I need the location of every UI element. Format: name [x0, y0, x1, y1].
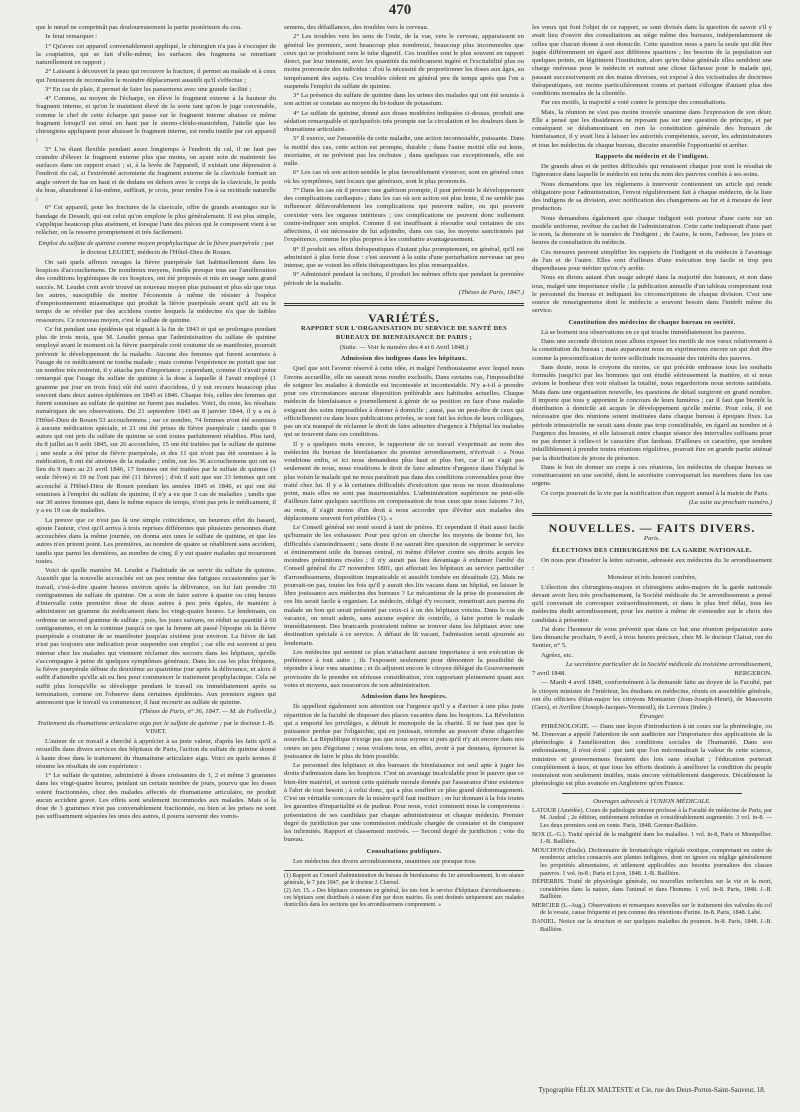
- column-3: [532, 24, 772, 1082]
- paragraph: Ce corps pourrait de la vie par la notification d'un rapport annuel à la mairie de Paris.: [541, 489, 769, 497]
- paragraph: De grands abus et de petites difficultés qui renaissent chaque jour sont le résultat de l'ignorance dans laquelle le médecin est tenu du nom des pauvres confiés à ses soins.: [532, 163, 772, 179]
- paragraph: On nous prie d'insérer la lettre suivante, adressée aux médecins du 3e arrondissement :: [532, 556, 772, 572]
- paragraph: Dans le but de donner un corps à ces réunions, les médecins de chaque bureau se constitueraient en une société, dont le secrétaire convoquerait les membres dans les cas urgens.: [532, 463, 772, 488]
- paragraph: Voici de quelle manière M. Leudet a l'habitude de se servir du sulfate de quinine. Aussitôt que la nouvelle accouchée est un peu remise des fatigues occasionnées par le travail, c'est-à-dire quatre heures environ après la délivrance, on lui fait prendre 30 centigrammes de sulfate de quinine. On a soin de faire suivre à quatre ou cinq heures d'intervalle cette première dose de deux autres à peu près égales, de manière à administrer un gramme du médicament dans les vingt-quatre heures. Le lendemain, on ordonne un second gramme de sulfate ; puis, les jours suivans, on réduit sa quantité à 60 centigrammes, et on la continue jusqu'à ce que la femme ait passé l'époque où la fièvre puerpérale a coutume de se manifester jusqu'au sixième jour environ. La fièvre de lait n'est pas toujours une indication pour suspendre son emploi ; car elle est souvent si peu intense chez les malades qui viennent réclamer des secours dans les hôpitaux, qu'elle s'accompagne à peine de quelques symptômes généraux. Dans les cas les plus fréquens, la fièvre puerpérale débute du deuxième au quatrième jour après la délivrance, et alors il suffit d'attendre qu'elle ait eu lieu pour commencer le traitement prophylactique. Cela ne suffit plus lorsqu'elle se développe pendant le travail ou immédiatement après sa terminaison, comme on l'observe dans certaines épidémies. Aux premiers signes qui annoncent que le travail va commencer, il faut recourir au sulfate de quinine.: [36, 567, 276, 706]
- letter-name: BERGERON.: [734, 670, 772, 677]
- paragraph: Là se bornent nos observations en ce qui touche immédiatement les pauvres.: [541, 328, 746, 336]
- paragraph: 9° Administré pendant la rechute, il produit les mêmes effets que pendant la première période de la maladie.: [284, 271, 524, 287]
- subheading: Constitution des médecins de chaque bureau en société.: [568, 318, 736, 326]
- list-item: 6° Cet appareil, pour les fractures de la clavicule, offre de grands avantages sur le bandage de Desault, qui est celui qu'on emploie le plus généralement. Il est plus simple, s'applique beaucoup plus aisément, et lorsque l'une des pièces qui le composent vient à se relâcher, on la resserre promptement et très facilement.: [36, 204, 276, 236]
- letter-date: 7 avril 1848.: [532, 670, 566, 677]
- list-item: DÉPIERRIS. Traité de physiologie générale, ou nouvelles recherches sur la vie et la mort, considérées dans la nature, dans l'animal et dans l'homme. 1 vol. in-8. Paris, 1848. J.-B. Baillière.: [532, 878, 772, 901]
- subheading: ÉLECTIONS DES CHIRURGIENS DE LA GARDE NATIONALE.: [552, 546, 752, 554]
- paragraph: Sans doute, nous le croyons du moins, ce qui précède embrasse tous les souhaits formulés jusqu'ici par les hommes qui ont étudié sérieusement la matière, et si nous avions le bonheur d'en voir réaliser la totalité, nous regarderions nous serions satisfaits. Mais dans une organisation nouvelle, les questions de détail surgiront en grand nombre. Il importe que tous y apportent le concours de leurs lumières ; car il faut que bientôt la distribution à domicile ait acquis le développement qu'elle mérite. Pour cela, il est nécessaire que des réunions soient instituées dans chaque bureau à époques fixes. La période trimestrielle ne serait sans doute pas trop considérable, en égard au nombre et à l'urgence des besoins, et elle laisserait entre chaque séance des intervalles suffisans pour ne pas donner à celles-ci le caractère d'un fardeau. D'ailleurs ce caractère, que tendent infailliblement à prendre toutes réunions régulières, pourrait être en grande partie atténué par la distribution de jetons de présence.: [532, 363, 772, 462]
- paragraph: Nous demandons que les réglemens à intervenir contiennent un article qui rende obligatoire pour l'administration, l'envoi régulièrement fait à chaque médecin, de la liste des indigens de sa division, avec notification des changemens au fur et à mesure de leur production.: [532, 180, 772, 213]
- list-item: 4° Comme, au moyen de l'écharpe, on élève le fragment externe à la hauteur du fragment interne, et qu'on le maintient élevé de la sorte tant qu'on le juge convenable, comme le chef de cette écharpe qui passe sur le fragment interne abaisse ce même fragment lorsqu'il est situé en haut par le sterno-cléido-mastoïdien, l'attelle que les chirurgiens appliquent pour abaisser le fragment interne, est rendu inutile par cet appareil ;: [36, 95, 276, 144]
- paragraph: 5° Il exerce, sur l'ensemble de cette maladie, une action incontestable, puissante. Dans la moitié des cas, cette action est prompte, durable ; dans l'autre moitié elle est lente, incertaine, et ne prévient pas les rechutes ; dans quelques cas exceptionnels, elle est nulle.: [284, 135, 524, 167]
- article-title-text: Traitement du rhumatisme articulaire aigu par le sulfate de quinine ;: [37, 719, 222, 727]
- list-item: 1° Qu'avec cet appareil convenablement appliqué, le chirurgien n'a pas à s'occuper de la coaptation, qui se fait d'elle-même, les surfaces des fragmens se remettant naturellement en rapport ;: [36, 42, 276, 66]
- list-item: MERCIER (L.-Aug.). Observations et remarques nouvelles sur le traitement des valvules du col de la vessie, cause fréquente et peu connue des rétentions d'urine. In-8. Paris, 1848. Labé.: [532, 901, 772, 917]
- paragraph: Les médecins des divers arrondissemens, unanimes sur presque tous: [293, 857, 476, 865]
- subheading: Rapports du médecin et de l'indigent.: [595, 152, 709, 160]
- column-1: [36, 24, 276, 1082]
- paragraph: 3° La présence du sulfate de quinine dans les urines des malades qui ont été soumis à son action se constate au moyen du bi-iodure de potassium.: [284, 92, 524, 108]
- paragraph: Nous demandons également que chaque indigent soit porteur d'une carte sur un modèle uniforme, revêtue du cachet de l'administration. Cette carte indiquerait d'une part le nom, la demeure et le numéro de l'indigent ; de l'autre, le nom, l'adresse, les jours et heures de consultation du médecin.: [532, 214, 772, 247]
- letter-salutation: Monsieur et très honoré confrère,: [607, 574, 697, 582]
- paragraph: 7° Dans les cas où il procure une guérison prompte, il peut prévenir le développement des complications cardiaques ; dans les cas où son action est plus lente, il ne semble pas influencer défavorablement les complications qui peuvent naître, ou qui peuvent coexister vers les organes intérieurs ; ces complications ne peuvent donc nullement contre-indiquer son emploi. Comme il est insuffisant à résoudre seul certaines de ces affections, il est nécessaire de lui adjoindre, dans ces cas, les moyens sanctionnés par l'expérience, comme les plus propres à les combattre avantageusement.: [284, 186, 524, 244]
- source-citation: (Thèses de Paris, n° 36, 1847. — M. de Folleville.): [139, 708, 276, 716]
- section-title: NOUVELLES. — FAITS DIVERS.: [548, 521, 756, 535]
- paragraph: L'élection des chirurgiens-majors et chirurgiens aides-majors de la garde nationale devant avoir lieu très prochainement, la Société médicale du 3e arrondissement a pensé qu'il convenait de convoquer extraordinairement, et dans le plus bref délai, tous les médecins dudit arrondissement, pour les mettre à même de s'entendre sur le choix des candidats à présenter.: [532, 583, 772, 624]
- subheading: Admission des indigens dans les hôpitaux.: [340, 355, 468, 362]
- book-list: [532, 807, 772, 934]
- letter-date-line: [532, 670, 772, 678]
- list-item: BOX (L.-G.). Traité spécial de la malignité dans les maladies. 1 vol. in-8, Paris et Montpellier. J.-B. Baillière.: [532, 830, 772, 846]
- page-number: 470: [388, 2, 412, 18]
- paragraph: Les médecins qui sentent ce plan n'attachent aucune importance à son exécution de préférence à tout autre ; ils l'exposent seulement pour démontrer la possibilité de répondre à leur vœu unanime ; et ils adjurent encore le citoyen délégué du Gouvernement provisoire de le prendre en sérieuse considération, s'en rapportant pleinement quant aux voies et moyens, aux ressources de son administration.: [284, 648, 524, 689]
- paragraph: Le Conseil général est resté sourd à tant de prières. Et cependant il était aussi facile qu'humain de les exhausser. Pour peu qu'on en cherche les moyens de bonne foi, les difficultés s'amoindrissent ; sans doute il ne saurait être question de supprimer le service si éminemment utile du bureau central, ni même d'élever contre ses droits acquis les moindres prétentions rivales ; il n'y aurait pas lieu davantage à exhumer l'arrêté du Conseil général du 27 novembre 1801, qui affectait les hôpitaux au service particulier d'arrondissemens, disposition impraticable et aussitôt tombée en désuétude (2). Mais ne pourrait-on pas, toutes les fois qu'il y aurait des lits vacans dans un hôpital, en laisser le libre jouissance aux médecins des bureaux ? Le mécanisme de la prise de possession de ces lits serait facile à organiser. Le médecin, obligé d'y recourir, remettrait aux parens du malade un bon qui serait présenté par ceux-ci à un des hôpitaux voisins. Dans le cas de vacance, on serait admis, sans aucune espèce de contrôle, à faire porter le malade immédiatement. Des brancards pourraient même se trouver dans les hôpitaux avec une destination spéciale à ce service. À défaut de lit vacant, l'admission serait ajournée au lendemain.: [284, 524, 524, 647]
- article-title: [36, 720, 276, 737]
- paragraph: Ce fut pendant une épidémie qui régnait à la fin de 1843 et qui se prolongea pendant plus de trois mois, que M. Leudet pensa que l'administration du sulfate de quinine employé avant le moment où la fièvre puerpérale croit coutume de se manifester, pourrait prévenir le développement de la maladie. Aucune des femmes qui furent soumises à l'usage de ce médicament ne tomba malade ; mais comme l'expérience ne portait que sur un nombre très restreint, il y attacha peu d'importance ; cependant, comme il n'avait point remarqué que l'usage du sulfate de quinine à la dose à laquelle il l'avait employé (1 gramme par jour en trois fois) eût été suivi d'accidens, il y eut recours beaucoup plus souvent dans deux autres épidémies en 1845 et 1846. Chaque fois, celles des femmes qui furent soumises au sulfate de quinine ne furent pas malades. Voici, du reste, les résultats numériques de ses observations. Du 21 septembre 1843 au 8 janvier 1844, il y a eu à l'Hôtel-Dieu de Rouen 53 accouchemens ; sur ce nombre, 74 femmes n'ont été soumises à aucune médication spéciale, et 21 ont été prises de fièvre puerpérale ; tandis que 9 autres qui ont pris du sulfate de quinine se sont toutes parfaitement rétablies. Plus tard, du 8 juillet au 9 août 1845, sur 26 accouchées, 15 ont été traitées par le sulfate de quinine ; une seule a été prise de fièvre puerpérale, et des 11 qui n'ont pas été soumises à la médication, 8 ont été atteintes de la maladie ; enfin, sur les 36 accouchemens qui ont eu lieu du 9 mars au 21 avril 1846, 17 femmes ont été traitées par le sulfate de quinine (1 seule fièvre) et 19 ne l'ont pas été (11 fièvres) ; d'où il suit que sur 33 femmes qui ont accouché à l'Hôtel-Dieu de Rouen pendant les années 1845 et 1846, et qui ont été soumises à l'emploi du sulfate de quinine, il n'y a eu que 3 cas de maladies ; tandis que sur 30 autres femmes qui, dans le même espace de temps, n'ont pas pris le médicament, il y a eu 19 cas de maladies.: [36, 325, 276, 515]
- paragraph: Mais, la réunion ne s'est pas moins trouvée unanime dans l'expression de son désir. Elle a pensé que les dissidences ne reposant pas sur une question de principe, et par conséquent se déshamonisant en rien la constitution générale des bureaux de bienfaisance, il y avait lieu à laisser les autorités compétentes, savoir, les administrateurs et tous les médecins de chaque bureau, discuter ensemble l'opportunité et arrêter.: [532, 108, 772, 149]
- paragraph: Nous en dirons autant d'un usage adopté dans la majorité des bureaux, et non dans tous, malgré une importance réelle ; la publication annuelle d'un tableau comprenant tout le personnel du bureau et indiquant les circonscriptions de chaque division. C'est une source de renseignemens dont le médecin a souvent besoin dans l'intérêt même du service.: [532, 274, 772, 315]
- list-item: MOUCHON (Émile). Dictionnaire de bromatologie végétale exotique, comprenant en outre de nombreux articles consacrés aux plantes indigènes, dont on ignore ou néglige généralement les propriétés alimentaires, et utilement applicables aux besoins journaliers des classes pauvres. 1 vol. in-8 ; Paris et Lyon, 1848. J.-B. Baillière.: [532, 846, 772, 877]
- paragraph: PHRÉNOLOGIE. — Dans une leçon d'introduction à un cours sur la phrénologie, ou M. Donovan a appelé l'attention de son auditoire sur l'importance des applications de la phrénologie à l'amélioration des conditions sociales de l'humanité. Dans son enthousiasme, il n'est écrié : que tant que l'on méconnaîtrait la valeur de cette science, ministres et gouvernemens feraient des lois sans résultat ; l'éducation porterait complètement à faux, et que tous les efforts destinés à améliorer la condition du peuple resteraient non seulement inutiles, mais encore véritablement dangereux. Décidément la phrénologie est plus avancée en Angleterre qu'en France.: [532, 722, 772, 788]
- subheading: Étranger.: [639, 713, 665, 721]
- paragraph: les vœux qui font l'objet de ce rapport, se sont divisés dans la question de savoir s'il y avait lieu d'ouvrir des consultations au siège même des bureaux, indépendamment de celles que chacun donne à son domicile. Cette question nous a paru la seule qui dût être jugée différemment en égard aux différens quartiers ; les besoins de la population sur quelques points, en légitiment l'institution, alors qu'en thèse générale elles semblent une charge onéreuse pour le médecin et surtout une chose fâcheuse pour le malade qui, passant successivement en des mains diverses, est exposé à des vicissitudes de doctrines thérapeutiques, est moins particulièrement connu et partant s'éloigne d'autant plus des conditions normales de la clientèle.: [532, 24, 772, 97]
- paragraph: Par ces motifs, la majorité a voté contre le principe des consultations.: [541, 99, 727, 107]
- paragraph: Dans une seconde division nous allons exposer les motifs de nos vœux relativement à la constitution du bureau ; mais auparavant nous en exprimerons encore un qui doit être comme la personnification de notre sollicitude incessante des intérêts des pauvres.: [532, 338, 772, 362]
- paragraph: Le personnel des hôpitaux et des bureaux de bienfaisance est seul apte à juger les droits d'admission dans les hospices. C'est un avantage incalculable pour le pauvre que ce bien-être matériel, et surtout cette quiétude morale donnés par l'assurance d'une existence à l'abri de tout besoin ; à celui donc, qui a plus souffert ce plus grand dédommagement. C'est un véritable concours de la misère qu'il faut instituer ; en lui donnant à la fois toutes les garanties d'impartialité et de pudeur. Pour nous, voici comment nous le comprenons : présentation de ses candidats par chaque administrateur et chaque médecin. Premier degré de juridiction par une commission médicale chargée de constater et de comparer les infirmités. Rapport et classement motivés. — Second degré de juridiction ; vote du bureau.: [284, 762, 524, 844]
- paragraph: 8° Il produit ses effets thérapeutiques d'autant plus promptement, en général, qu'il est administré à plus forte dose : c'est souvent à la suite d'une perturbation nerveuse un peu intense, que se voient les effets thérapeutiques les plus remarquables.: [284, 245, 524, 269]
- paragraph: Ils appellent également son attention sur l'urgence qu'il y a d'aviser à une plus juste répartition de la faculté de disposer des places vacantes dans les hospices. La Révolution qui a emporté les privilèges, a détruit le monopole de la charité. Il ne faut pas que la puissance perdue par l'oligarchie, qui en jouissait, retombe au pouvoir d'une oligarchie nouvelle. La République n'exige pas que nous soyons si purs qu'il n'y ait encore dans nos cœurs un peu d'égoïsme ; nous voulons tous, en effet, avoir à par donnera, éprouver la jouissance de faire le plus de bien possible.: [284, 703, 524, 760]
- section-title: VARIÉTÉS.: [368, 311, 440, 325]
- paragraph: 6° Les cas où son action semble le plus favorablement s'exercer, sont en général ceux où les symptômes, tant locaux que généraux, sont le plus prononcés.: [284, 169, 524, 185]
- paragraph: que le nœud ne comprimât pas douloureusement la partie postérieure du cou.: [36, 24, 242, 31]
- article-author: par le docteur J.-B. VINET.: [145, 719, 275, 735]
- printer-imprint: Typographie FÉLIX MALTESTE et Cie, rue des Deux-Portes-Saint-Sauveur, 18.: [538, 1086, 766, 1094]
- paragraph: Je ferai remarquer :: [45, 33, 98, 41]
- paragraph: Agréez, etc.: [541, 651, 574, 659]
- report-title: RAPPORT SUR L'ORGANISATION DU SERVICE DE SANTÉ DES BUREAUX DE BIENFAISANCE DE PARIS ;: [301, 325, 507, 341]
- subheading: Consultations publiques.: [366, 847, 442, 855]
- source-citation: (Thèses de Paris, 1847.): [458, 288, 524, 296]
- paragraph: 1° Le sulfate de quinine, administré à doses croissantes de 1, 2 et même 3 grammes dans les vingt-quatre heures, pendant un certain nombre de jours, pourvu que les doses soient fractionnées, chez des malades affectés de rhumatisme articulaire, ne produit aucun accident grave. Les effets sont seulement incommodes aux malades. Mais si la dose de 3 grammes n'est pas convenablement fractionnée, ou bien si les prises ne sont pas suffisamment séparées les unes des autres, il pourra survenir des vomis-: [36, 772, 276, 821]
- report-reference: (Suite. — Voir le numéro des 4 et 6 Avril 1848.): [339, 343, 469, 351]
- footnotes: [284, 870, 524, 909]
- paragraph: — Mardi 4 avril 1848, conformément à la demande faite au doyen de la Faculté, par le citoyen ministre de l'intérieur, les étudians en médecine, réunis en assemblée générale, ont élu officiers d'état-major les citoyens Montanier (Jean-Joseph-Henri), de Mauvezin (Gers), et Avrillon (Joseph-Jacques-Vermeuil), de Levroux (Indre.): [532, 679, 772, 711]
- footnote: (2) Art. 15. « Des hôpitaux communs en général, les uns font le service d'hôpitaux d'arrondissemens ; ces hôpitaux sont distribués à raison d'un par deux mairies. Ils sont destinés uniquement aux malades domiciliés dans les sections que les arrondissemens comprennent. »: [284, 888, 524, 908]
- article-author: par le docteur LEUDET, médecin de l'Hôtel-Dieu de Rouen.: [80, 240, 274, 256]
- paragraph: J'ai donc l'honneur de vous prévenir que dans ce but une réunion préparatoire aura lieu dimanche prochain, 9 avril, à trois heures précises, chez M. le docteur Clairat, rue du Sentier, n° 5.: [532, 625, 772, 650]
- divider: [562, 793, 742, 794]
- paragraph: Quel que soit l'avenir réservé à cette idée, et malgré l'enthousiasme avec lequel nous l'avons accueillie, elle ne saurait nous rendre exclusifs. Dans certains cas, l'impossibilité de soigner les malades à domicile est incontestée et incontestable. N'y a-t-il à prendre pour ces circonstances aucune disposition préférable aux habitudes actuelles. Chaque médecin de bienfaisance a journellement à gémir de sa position en face d'une maladie exigeant des soins impossibles à donner à domicile ; aussi, pas un peut-être de ceux qui officiellement ou dans leurs publications privées, se sont fait les échos de leurs collègues, pas un n'a manqué de réclamer le droit de faire admettre d'urgence à l'hôpital les malades qui se trouvent dans ces conditions.: [284, 365, 524, 439]
- paragraph: On sait quels affreux ravages la fièvre puerpérale fait habituellement dans les hospices d'accouchemens. De nombreux moyens, fondés presque tous sur l'amélioration des conditions hygiéniques de ces hospices, ont été proposés et mis en usage sans grand succès. M. Leudet croit avoir trouvé un nouveau moyen plus puissant et plus sûr que tous les autres, susceptible de mettre l'économie à même de résister à l'espèce d'empoisonnement miasmatique qui produit la fièvre puerpérale avant qu'il ait eu le temps de se révéler par des accidens contre lesquels la médecine n'a que de faibles ressources. Ce nouveau moyen, c'est le sulfate de quinine.: [36, 258, 276, 324]
- list-item: DANIEL. Notice sur la structure et sur quelques maladies du poumon. In-8. Paris, 1848. J.-B. Baillière.: [532, 918, 772, 933]
- column-2: [284, 24, 524, 1082]
- continued-note: (La suite au prochain numéro.): [688, 498, 772, 506]
- list-item: 3° En cas de plaie, il permet de faire les pansemens avec une grande facilité ;: [45, 85, 252, 93]
- paragraph: semens, des défaillances, des troubles vers le cerveau.: [284, 24, 429, 31]
- article-title-text: Emploi du sulfate de quinine comme moyen prophylactique de la fièvre puerpérale ;: [38, 240, 264, 248]
- paragraph: 2° Les troubles vers les sens de l'ouïe, de la vue, vers le cerveau, apparaissent en général les premiers, sont beaucoup plus nombreux, beaucoup plus incommodes que ceux qui se produisent vers le tube digestif. Ces troubles sont le plus souvent en rapport direct, par leur intensité, avec les quantités du médicament ingéré et l'excitabilité plus ou moins prononcée des individus : d'où la nécessité de proportionner les doses aux âges, au tempérament des sujets. Ces troubles cèdent en général peu de temps après que l'on a suspendu l'emploi du sulfate de quinine.: [284, 33, 524, 90]
- article-title: [36, 240, 276, 257]
- divider: [532, 513, 772, 516]
- footnote: (1) Rapport au Conseil d'administration du bureau de bienfaisance du 1er arrondissement, lu en séance générale, le 7 juin 1847, par le docteur J. Chereul.: [284, 873, 524, 886]
- divider: [284, 303, 524, 306]
- city-heading: Paris.: [643, 535, 661, 543]
- paragraph: La preuve que ce n'est pas là une simple coïncidence, un heureux effet du hasard, ajoute l'auteur, c'est qu'il arriva à trois reprises différentes que plusieurs personnes étant accouchées dans la même journée, on donna aux unes le sulfate de quinine, et que les autres n'en prirent point. Les premières, au nombre de quatre se rétablirent sans accident, tandis que parmi les dernières, au nombre de cinq, il y eut quatre malades qui moururent toutes.: [36, 516, 276, 565]
- paragraph: 4° Le sulfate de quinine, donné aux doses modérées indiquées ci-dessus, produit une sédation remarquable et quelquefois très prompte sur la circulation et les douleurs dans le rhumatisme articulaire.: [284, 109, 524, 133]
- letter-signature: Le secrétaire particulier de la Société médicale du troisième arrondissement,: [565, 660, 772, 668]
- list-item: LATOUR (Amédée). Cours de pathologie interne professé à la Faculté de médecine de Paris, par M. Andral ; 2e édition, entièrement refondue et considérablement augmentée. 3 vol. in-8. — Les deux premiers sont en vente. Paris, 1848. Germer-Baillière.: [532, 806, 772, 829]
- paragraph: L'auteur de ce travail a cherché à apprécier à sa juste valeur, d'après les faits qu'il a recueillis dans divers services des hôpitaux de Paris, l'action du sulfate de quinine donné à haute dose dans le traitement du rhumatisme articulaire aigu. Voici en quels termes il résume les résultats de son expérience :: [36, 738, 276, 770]
- list-item: 2° Laissant à découvert la peau qui recouvre la fracture, il permet au malade et à ceux qui l'entourent de reconnaître le moindre déplacement aussitôt qu'il s'effectue ;: [36, 68, 276, 84]
- subheading: Admission dans les hospices.: [360, 693, 448, 700]
- paragraph: Ces mesures peuvent simplifier les rapports de l'indigent et du médecin à l'avantage de l'un et de l'autre. Elles sont d'ailleurs d'une exécution trop facile et trop peu dispendieuse pour mériter qu'on s'y arrête.: [532, 248, 772, 272]
- paragraph: Il y a quelques mois encore, le rapporteur de ce travail s'exprimait au nom des médecins du bureau de bienfaisance du premier arrondissement, n'écrivait : « Nous voudrions enfin, et ici nous demandons plus haut et plus fort, car il ne s'agit pas seulement de nous, nous voudrions le droit de faire admettre d'urgence dans l'hôpital le plus voisin le malade qui ne nous paraîtrait pas dans des conditions convenables pour être traité chez lui. Il y a là certaines difficultés d'exécution que nous ne nous dissimulons point, mais elles ne sont pas insurmontables. L'administration supérieure ne peut-elle d'ailleurs faire quelques sacrifices en compensation de tous ceux que nous faisons ? Ici, au reste, il s'agit moins d'un droit à nous accorder que d'éviter aux malades des déplacemens souvent fort pénibles (1). »: [284, 440, 524, 522]
- list-item: 5° L'os étant flexible pendant assez longtemps à l'endroit du cal, il ne faut pas craindre d'élever le fragment externe plus que moins, on ayant soin de maintenir les surfaces dans un rapport exact ; si, à la levée de l'appareil, il existait une dépression à l'endroit du cal, si l'extrémité acromiene du fragment externe de la clavicule formait un angle ouvert de bas en haut et de dedans en dehors avec le corps de la clavicule, le poids du bras, abandonné à lui-même, suffirait, je crois, pour rendre l'os à sa rectitude naturelle ;: [36, 145, 276, 202]
- books-title: Ouvrages adressés à l'UNION MÉDICALE.: [593, 797, 711, 805]
